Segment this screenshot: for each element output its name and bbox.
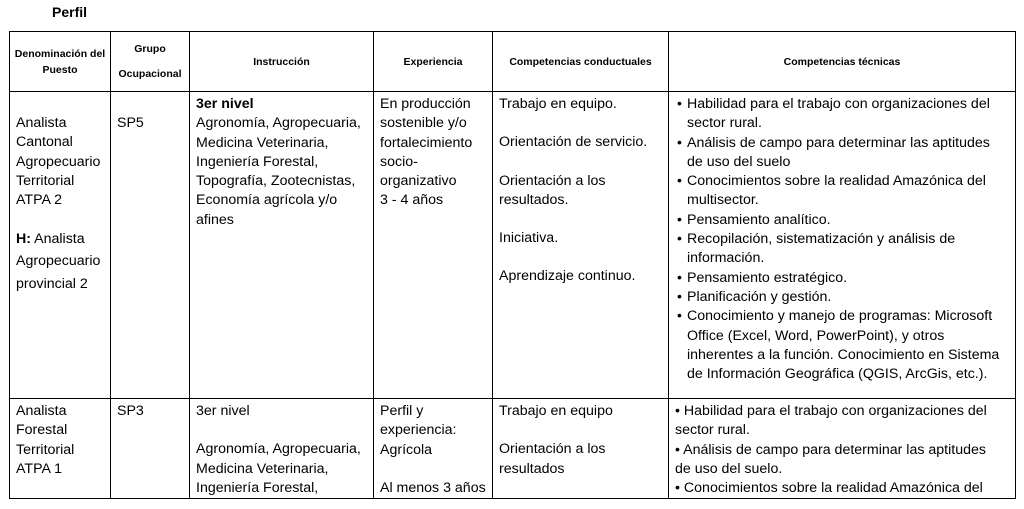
conductual-item: Orientación a los resultados (499, 441, 606, 477)
bullet-icon: • (677, 288, 682, 305)
instruccion-line: Agronomía, Agropecuaria, (196, 441, 361, 458)
list-item: • Planificación y gestión. (675, 288, 1001, 307)
instruccion-line: Ingeniería Forestal, (196, 479, 319, 496)
tecnicas-cell (669, 399, 1016, 499)
puesto-line: Territorial (16, 172, 75, 189)
header-grupo: Grupo Ocupacional (111, 32, 190, 92)
instruccion-line: Medicina Veterinaria, (196, 460, 329, 477)
puesto-line: Agropecuario (16, 153, 101, 170)
conductual-item: Trabajo en equipo (499, 403, 613, 419)
list-item: • Habilidad para el trabajo con organizaciones del sector rural. (677, 96, 990, 132)
puesto-line: Analista (16, 403, 67, 419)
experiencia-cell (374, 92, 493, 399)
grupo-cell: SP5 (111, 92, 190, 399)
list-item: • Análisis de campo para determinar las aptitudes de uso del suelo (677, 134, 990, 170)
experiencia-line: Al menos 3 años (380, 479, 486, 496)
instruccion-nivel: 3er nivel (196, 403, 250, 419)
puesto-line: ATPA 1 (16, 460, 62, 477)
puesto-h-rest: Analista (30, 231, 85, 248)
experiencia-line: En producción (380, 96, 471, 112)
puesto-line: Analista (16, 115, 67, 131)
bullet-icon: • (677, 211, 682, 228)
list-item: • Pensamiento analítico. (675, 211, 1001, 230)
instruccion-cell (190, 399, 374, 499)
list-item: • Habilidad para el trabajo con organizaciones del sector rural. (675, 403, 987, 439)
experiencia-line: 3 - 4 años (380, 192, 444, 209)
instruccion-line: Medicina Veterinaria, (196, 134, 329, 151)
header-denominacion: Denominación del Puesto (10, 32, 111, 92)
bullet-icon: • (677, 308, 682, 325)
conductual-item: Trabajo en equipo. (499, 96, 617, 112)
conductual-item: Iniciativa. (499, 230, 559, 247)
puesto-cell (10, 92, 111, 399)
instruccion-cell (190, 92, 374, 399)
tecnicas-list (675, 402, 1001, 498)
puesto-line: Cantonal (16, 134, 73, 151)
instruccion-line: Economía agrícola y/o (196, 192, 338, 209)
bullet-icon: • (675, 441, 684, 458)
experiencia-cell (374, 399, 493, 499)
grupo-cell: SP3 (111, 399, 190, 499)
header-conductuales: Competencias conductuales (493, 32, 669, 92)
experiencia-line: socio- (380, 153, 418, 170)
puesto-h-prefix: H: (16, 231, 31, 248)
table-row (10, 92, 1016, 399)
instruccion-line: Agronomía, Agropecuaria, (196, 115, 361, 132)
list-item: • Recopilación, sistematización y análisis de información. (677, 231, 956, 267)
puesto-cell (10, 399, 111, 499)
puesto-line: Forestal (16, 422, 68, 439)
conductual-item: Orientación a los resultados. (499, 172, 606, 208)
tecnicas-cell (669, 92, 1016, 399)
instruccion-nivel: 3er nivel (196, 96, 254, 112)
experiencia-line: experiencia: (380, 422, 457, 439)
bullet-icon: • (675, 403, 684, 419)
table-row (10, 399, 1016, 499)
instruccion-line: Topografía, Zootecnistas, (196, 173, 356, 190)
instruccion-line: afines (196, 211, 234, 228)
header-instruccion: Instrucción (190, 32, 374, 92)
experiencia-line: organizativo (380, 173, 457, 190)
puesto-h-line (16, 230, 106, 249)
experiencia-line: sostenible y/o (380, 115, 467, 132)
instruccion-line: Ingeniería Forestal, (196, 153, 319, 170)
conductual-item: Orientación de servicio. (499, 134, 648, 151)
section-title: Perfil (52, 4, 88, 20)
puesto-h-line: Agropecuario (16, 252, 101, 269)
puesto-h-line: provincial 2 (16, 275, 88, 292)
profile-table (9, 31, 1016, 499)
bullet-icon: • (675, 480, 684, 497)
tecnicas-list (675, 95, 1001, 384)
experiencia-line: fortalecimiento (380, 134, 473, 151)
experiencia-line: Agrícola (380, 441, 433, 458)
bullet-icon: • (677, 269, 682, 286)
conductuales-cell (493, 399, 669, 499)
table-header-row (10, 32, 1016, 92)
list-item: • Conocimientos sobre la realidad Amazónica del multisector. (677, 173, 986, 209)
bullet-icon: • (677, 231, 682, 248)
conductuales-cell (493, 92, 669, 399)
list-item: • Conocimiento y manejo de programas: Microsoft Office (Excel, Word, PowerPoint), y otros inherentes a la función. Conocimiento en Sistema de Información Geográfica (QGIS, ArcGis, etc.). (677, 308, 1000, 383)
bullet-icon: • (677, 173, 682, 190)
header-experiencia: Experiencia (374, 32, 493, 92)
header-tecnicas: Competencias técnicas (669, 32, 1016, 92)
conductual-item: Aprendizaje continuo. (499, 268, 636, 285)
experiencia-line: Perfil y (380, 403, 424, 419)
bullet-icon: • (677, 134, 682, 151)
puesto-line: Territorial (16, 441, 75, 458)
puesto-line: ATPA 2 (16, 192, 62, 209)
bullet-icon: • (677, 96, 682, 112)
list-item: • Análisis de campo para determinar las aptitudes de uso del suelo. (675, 441, 986, 477)
list-item: • Conocimientos sobre la realidad Amazónica del (675, 480, 983, 497)
list-item: • Pensamiento estratégico. (675, 269, 1001, 288)
